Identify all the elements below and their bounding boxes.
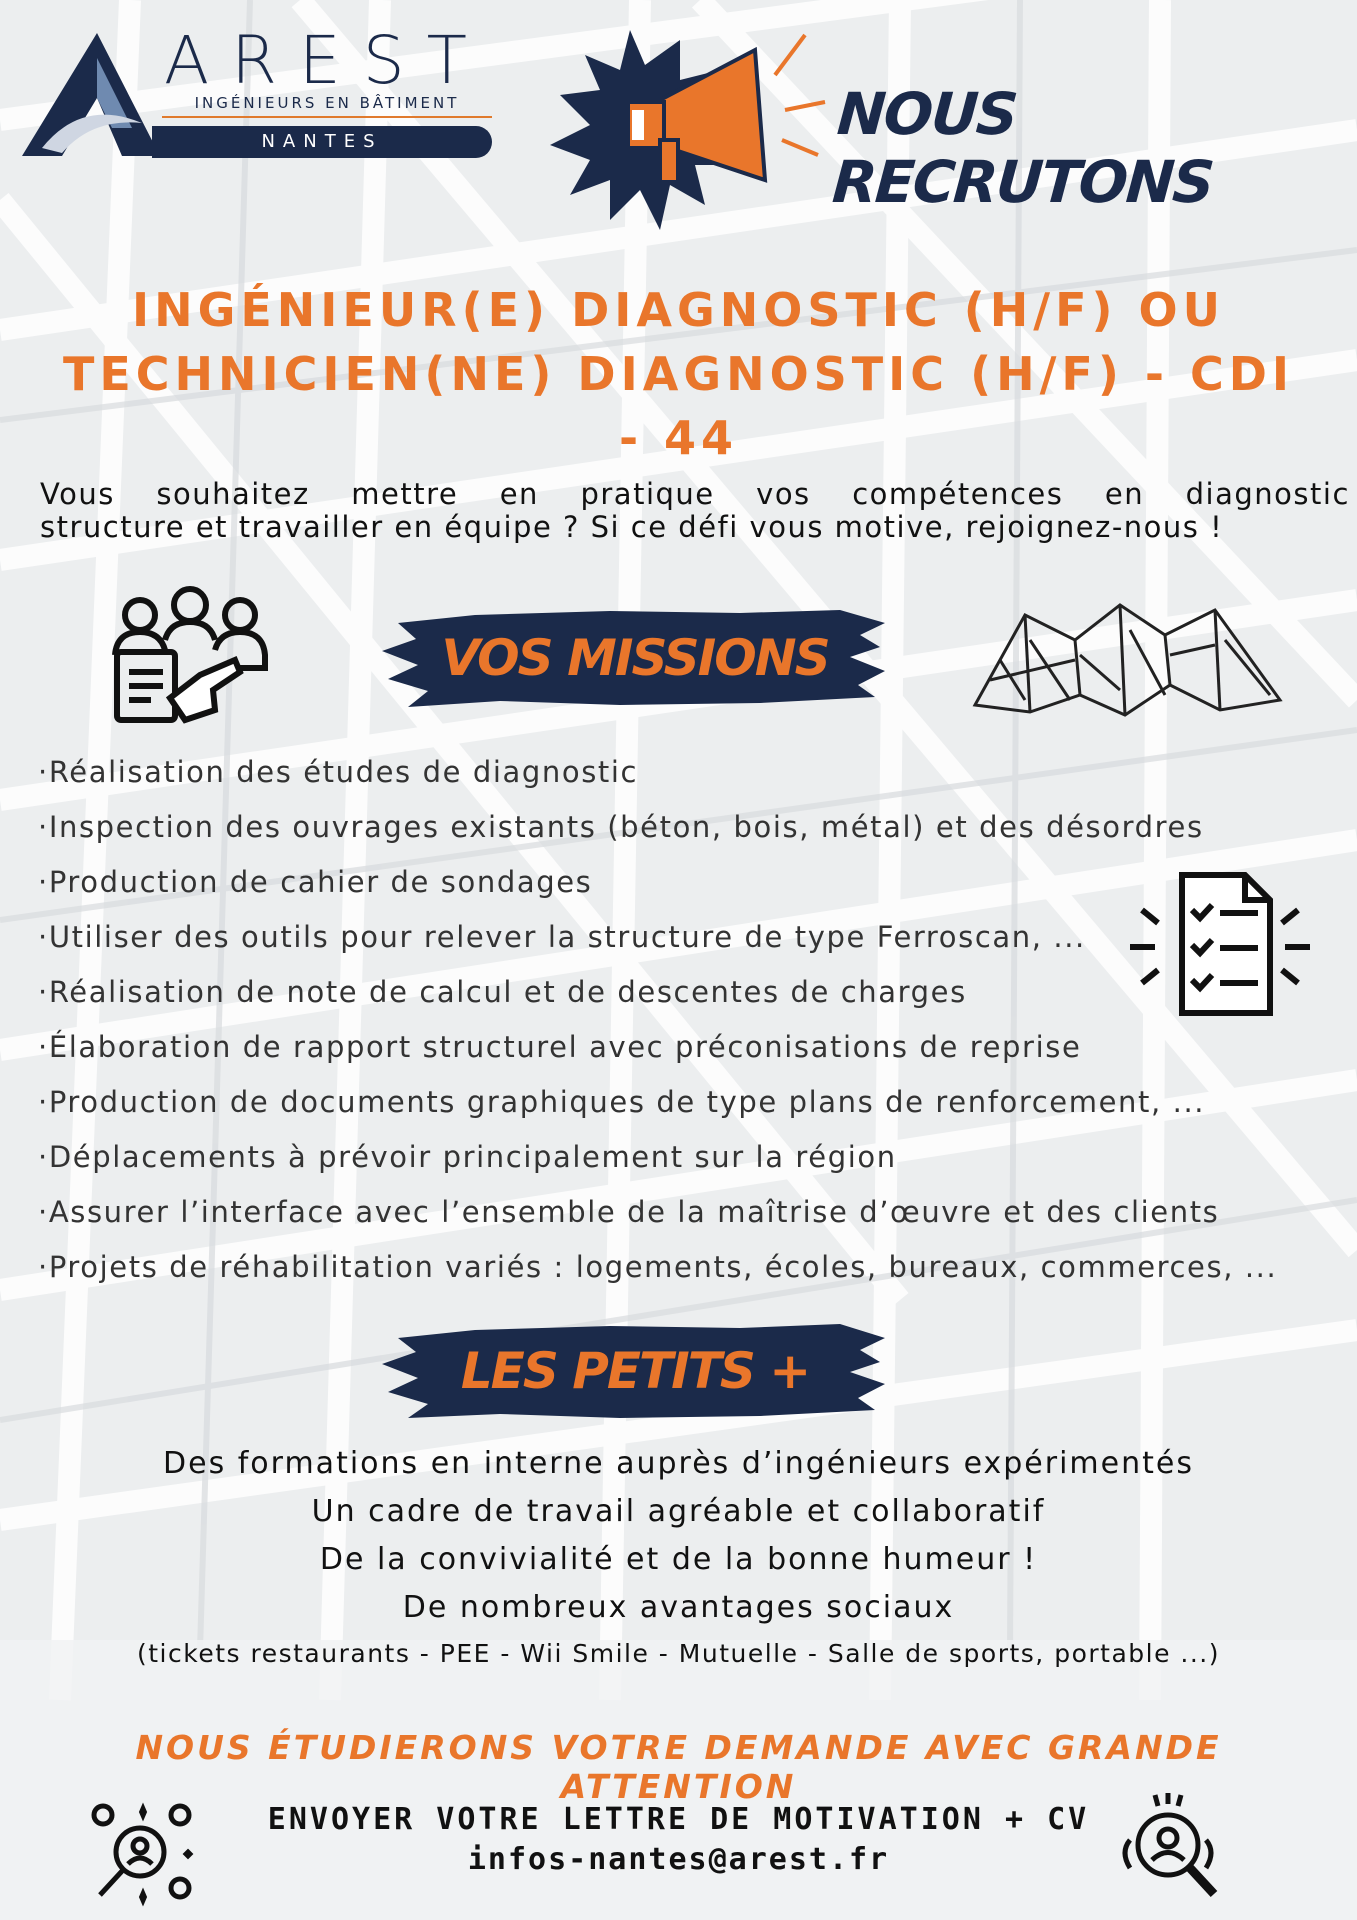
perk-item: Des formations en interne auprès d’ingénieurs expérimentés <box>163 1446 1194 1481</box>
intro-word: vos <box>756 477 811 511</box>
list-item: ·Production de documents graphiques de type plans de renforcement, ... <box>38 1085 1206 1119</box>
perks-banner <box>380 1318 890 1423</box>
intro-word: diagnostic <box>1185 477 1350 511</box>
intro-word: compétences <box>852 477 1064 511</box>
list-item: ·Inspection des ouvrages existants (béton, bois, métal) et des désordres <box>38 810 1204 844</box>
job-title <box>60 278 1297 470</box>
perk-item: De la convivialité et de la bonne humeur ! <box>319 1542 1038 1577</box>
missions-banner <box>380 605 890 710</box>
list-item: ·Déplacements à prévoir principalement sur la région <box>38 1140 897 1174</box>
intro-word: en <box>499 477 539 511</box>
perks-list <box>40 1440 1317 1674</box>
megaphone-icon <box>550 30 830 240</box>
intro-paragraph <box>40 478 1350 544</box>
list-item: ·Production de cahier de sondages <box>38 865 593 899</box>
search-user-icon <box>1110 1790 1225 1905</box>
team-icon <box>105 580 275 730</box>
perks-title: LES PETITS + <box>460 1341 810 1400</box>
intro-word: en <box>1104 477 1145 511</box>
list-item: ·Réalisation de note de calcul et de descentes de charges <box>38 975 967 1009</box>
contact-instruction: ENVOYER VOTRE LETTRE DE MOTIVATION + CV <box>267 1802 1090 1837</box>
contact-email[interactable]: infos-nantes@arest.fr <box>467 1842 890 1877</box>
intro-word: Vous <box>40 477 115 511</box>
intro-word: pratique <box>580 477 715 511</box>
intro-line-1 <box>40 478 1350 511</box>
list-item: ·Réalisation des études de diagnostic <box>38 755 639 789</box>
list-item: ·Projets de réhabilitation variés : logements, écoles, bureaux, commerces, ... <box>38 1250 1278 1284</box>
perk-item: Un cadre de travail agréable et collaboratif <box>311 1494 1046 1529</box>
intro-line-2: structure et travailler en équipe ? Si ce défi vous motive, rejoignez-nous ! <box>40 510 1224 544</box>
missions-title: VOS MISSIONS <box>441 628 829 687</box>
intro-word: souhaitez <box>156 477 310 511</box>
closing-statement: NOUS ÉTUDIERONS VOTRE DEMANDE AVEC GRANDE ATTENTION <box>135 1728 1222 1806</box>
list-item: ·Élaboration de rapport structurel avec préconisations de reprise <box>38 1030 1082 1064</box>
brand-name: AREST <box>164 22 489 99</box>
folded-map-icon <box>970 600 1285 720</box>
contact-block <box>250 1800 1107 1880</box>
search-people-icon <box>88 1800 198 1910</box>
brand-tagline: INGÉNIEURS EN BÂTIMENT <box>162 94 492 118</box>
perk-note: (tickets restaurants - PEE - Wii Smile - Mutuelle - Salle de sports, portable ...) <box>137 1639 1220 1668</box>
company-logo <box>22 22 489 163</box>
logo-mark-icon <box>22 28 162 158</box>
intro-word: mettre <box>351 477 459 511</box>
checklist-icon <box>1120 865 1320 1025</box>
job-title-line-1: INGÉNIEUR(E) DIAGNOSTIC (H/F) OU <box>132 283 1225 337</box>
list-item: ·Assurer l’interface avec l’ensemble de la maîtrise d’œuvre et des clients <box>38 1195 1220 1229</box>
job-title-line-2: TECHNICIEN(NE) DIAGNOSTIC (H/F) - CDI - 44 <box>62 347 1295 465</box>
perk-item: De nombreux avantages sociaux <box>402 1590 955 1625</box>
brand-city: NANTES <box>152 126 492 158</box>
recruit-title: NOUS RECRUTONS <box>830 80 1215 216</box>
list-item: ·Utiliser des outils pour relever la structure de type Ferroscan, ... <box>38 920 1086 954</box>
